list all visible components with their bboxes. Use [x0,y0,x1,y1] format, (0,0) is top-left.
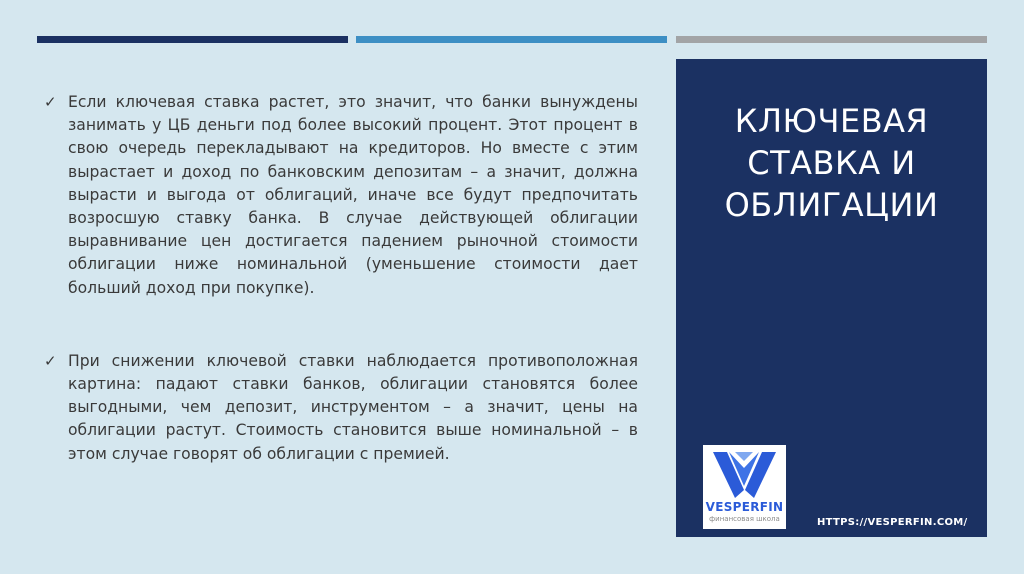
logo-name: VESPERFIN [705,500,784,514]
slide-content [44,91,638,466]
title-panel [676,59,987,537]
slide-title: КЛЮЧЕВАЯ СТАВКА И ОБЛИГАЦИИ [724,102,939,224]
top-bar-gray [676,36,987,43]
bullet-item [44,91,638,300]
bullet-text: При снижении ключевой ставки наблюдается противоположная картина: падают ставки банков, облигации становятся более выгодными, чем депозит, инструментом – а значит, цены на облигации растут. Стоимость становится выше номинальной – в этом случае говорят об облигации с премией. [68,351,638,463]
check-icon: ✓ [44,93,57,111]
vesperfin-logo-icon [711,450,778,500]
bullet-item [44,350,638,466]
top-bar-light-blue [356,36,667,43]
logo-tagline: финансовая школа [709,515,780,523]
bullet-text: Если ключевая ставка растет, это значит, что банки вынуждены занимать у ЦБ деньги под более высокий процент. Этот процент в свою очередь перекладывают на кредиторов. Но вместе с этим вырастает и доход по банковским депозитам – а значит, должна вырасти и выгода от облигаций, иначе все будут предпочитать возросшую ставку банка. В случае действующей облигации выравнивание цен достигается падением рыночной стоимости облигации ниже номинальной (уменьшение стоимости дает больший доход при покупке). [68,93,638,297]
check-icon: ✓ [44,351,57,370]
website-link[interactable]: HTTPS://VESPERFIN.COM/ [817,517,968,528]
top-bar-dark-blue [37,36,348,43]
vesperfin-logo [703,445,786,529]
